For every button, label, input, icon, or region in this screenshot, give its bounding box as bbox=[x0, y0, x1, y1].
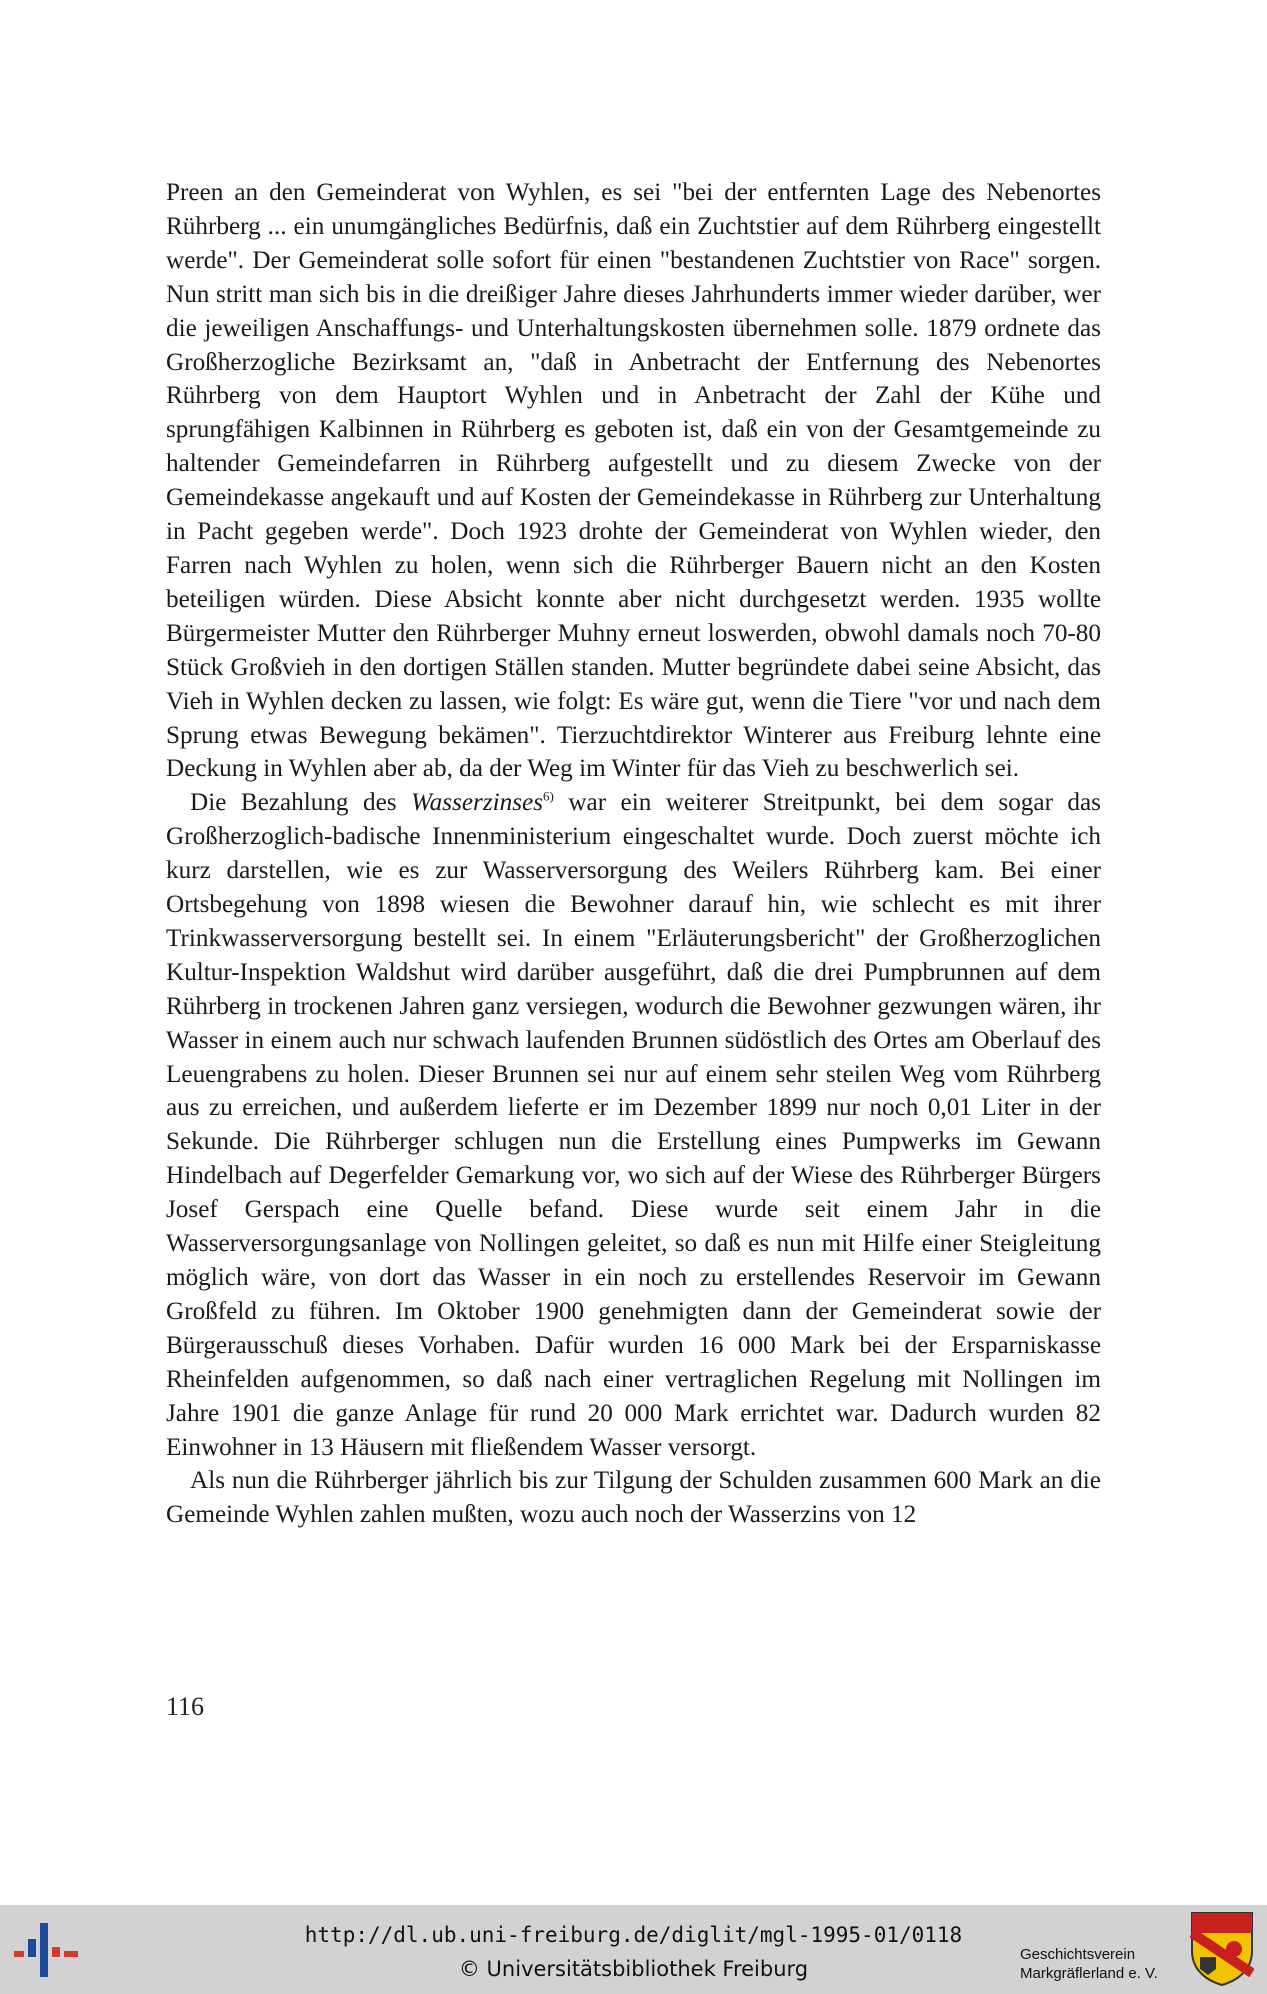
society-name-line1: Geschichtsverein bbox=[1020, 1946, 1136, 1963]
coat-of-arms-icon bbox=[1190, 1911, 1254, 1987]
permalink-url[interactable]: http://dl.ub.uni-freiburg.de/diglit/mgl-1995-01/0118 bbox=[304, 1923, 963, 1947]
society-name bbox=[1020, 1945, 1185, 1983]
footer-bar bbox=[0, 1905, 1267, 1994]
copyright-notice: © Universitätsbibliothek Freiburg bbox=[458, 1957, 809, 1981]
paragraph-2 bbox=[166, 786, 1101, 1464]
term-wasserzinses: Wasserzinses bbox=[411, 789, 544, 817]
paragraph-2-rest: war ein weiterer Streitpunkt, bei dem sogar das Großherzoglich-badische Innenministerium eingeschaltet wurde. Doch zuerst möchte ich kurz darstellen, wie es zur Wasserversorgung des Weilers Rührberg kam. Bei einer Ortsbegehung von 1898 wiesen die Bewohner darauf hin, wie schlecht es mit ihrer Trinkwasserversorgung bestellt sei. In einem "Erläuterungsbericht" der Großherzoglichen Kultur-Inspektion Waldshut wird darüber ausgeführt, daß die drei Pumpbrunnen auf dem Rührberg in trockenen Jahren ganz versiegen, wodurch die Bewohner gezwungen wären, ihr Wasser in einem auch nur schwach laufenden Brunnen südöstlich des Ortes am Oberlauf des Leuengrabens zu holen. Dieser Brunnen sei nur auf einem sehr steilen Weg vom Rührberg aus zu erreichen, und außerdem lieferte er im Dezember 1899 nur noch 0,01 Liter in der Sekunde. Die Rührberger schlugen nun die Erstellung eines Pumpwerks im Gewann Hindelbach auf Degerfelder Gemarkung vor, wo sich auf der Wiese des Rührberger Bürgers Josef Gerspach eine Quelle befand. Diese wurde seit einem Jahr in die Wasserversorgungsanlage von Nollingen geleitet, so daß es nun mit Hilfe einer Steigleitung möglich wäre, von dort das Wasser in ein noch zu erstellendes Reservoir im Gewann Großfeld zu führen. Im Oktober 1900 genehmigten dann der Gemeinderat sowie der Bürgerausschuß dieses Vorhaben. Dafür wurden 16 000 Mark bei der Ersparniskasse Rheinfelden aufgenommen, so daß nach einer vertraglichen Regelung mit Nollingen im Jahre 1901 die ganze Anlage für rund 20 000 Mark errichtet war. Dadurch wurden 82 Einwohner in 13 Häusern mit fließendem Wasser versorgt. bbox=[166, 789, 1101, 1461]
paragraph-1: Preen an den Gemeinderat von Wyhlen, es sei "bei der entfernten Lage des Nebenortes Rührberg ... ein unumgängliches Bedürfnis, daß ein Zuchtstier auf dem Rührberg eingestellt werde". Der Gemeinderat solle sofort für einen "bestandenen Zuchtstier von Race" sorgen. Nun stritt man sich bis in die dreißiger Jahre dieses Jahrhunderts immer wieder darüber, wer die jeweiligen Anschaffungs- und Unterhaltungskosten übernehmen solle. 1879 ordnete das Großherzogliche Bezirksamt an, "daß in Anbetracht der Entfernung des Nebenortes Rührberg von dem Hauptort Wyhlen und in Anbetracht der Zahl der Kühe und sprungfähigen Kalbinnen in Rührberg es geboten ist, daß ein von der Gesamtgemeinde zu haltender Gemeindefarren in Rührberg aufgestellt und zu diesem Zwecke von der Gemeindekasse angekauft und auf Kosten der Gemeindekasse in Rührberg zur Unterhaltung in Pacht gegeben werde". Doch 1923 drohte der Gemeinderat von Wyhlen wieder, den Farren nach Wyhlen zu holen, wenn sich die Rührberger Bauern nicht an den Kosten beteiligen würden. Diese Absicht konnte aber nicht durchgesetzt werden. 1935 wollte Bürgermeister Mutter den Rührberger Muhny erneut loswerden, obwohl damals noch 70-80 Stück Großvieh in den dortigen Ställen standen. Mutter begründete dabei seine Absicht, das Vieh in Wyhlen decken zu lassen, wie folgt: Es wäre gut, wenn die Tiere "vor und nach dem Sprung etwas Bewegung bekämen". Tierzuchtdirektor Winterer aus Freiburg lehnte eine Deckung in Wyhlen aber ab, da der Weg im Winter für das Vieh zu beschwerlich sei. bbox=[166, 179, 1101, 783]
paragraph-3: Als nun die Rührberger jährlich bis zur Tilgung der Schulden zusammen 600 Mark an die Gemeinde Wyhlen zahlen mußten, wozu auch noch der Wasserzins von 12 bbox=[166, 1467, 1101, 1529]
paragraph-2-lead: Die Bezahlung des bbox=[190, 789, 411, 817]
page-number: 116 bbox=[166, 1692, 205, 1721]
body-text bbox=[166, 176, 1101, 1532]
footnote-ref[interactable]: 6) bbox=[543, 788, 554, 804]
society-name-line2: Markgräflerland e. V. bbox=[1020, 1965, 1158, 1982]
